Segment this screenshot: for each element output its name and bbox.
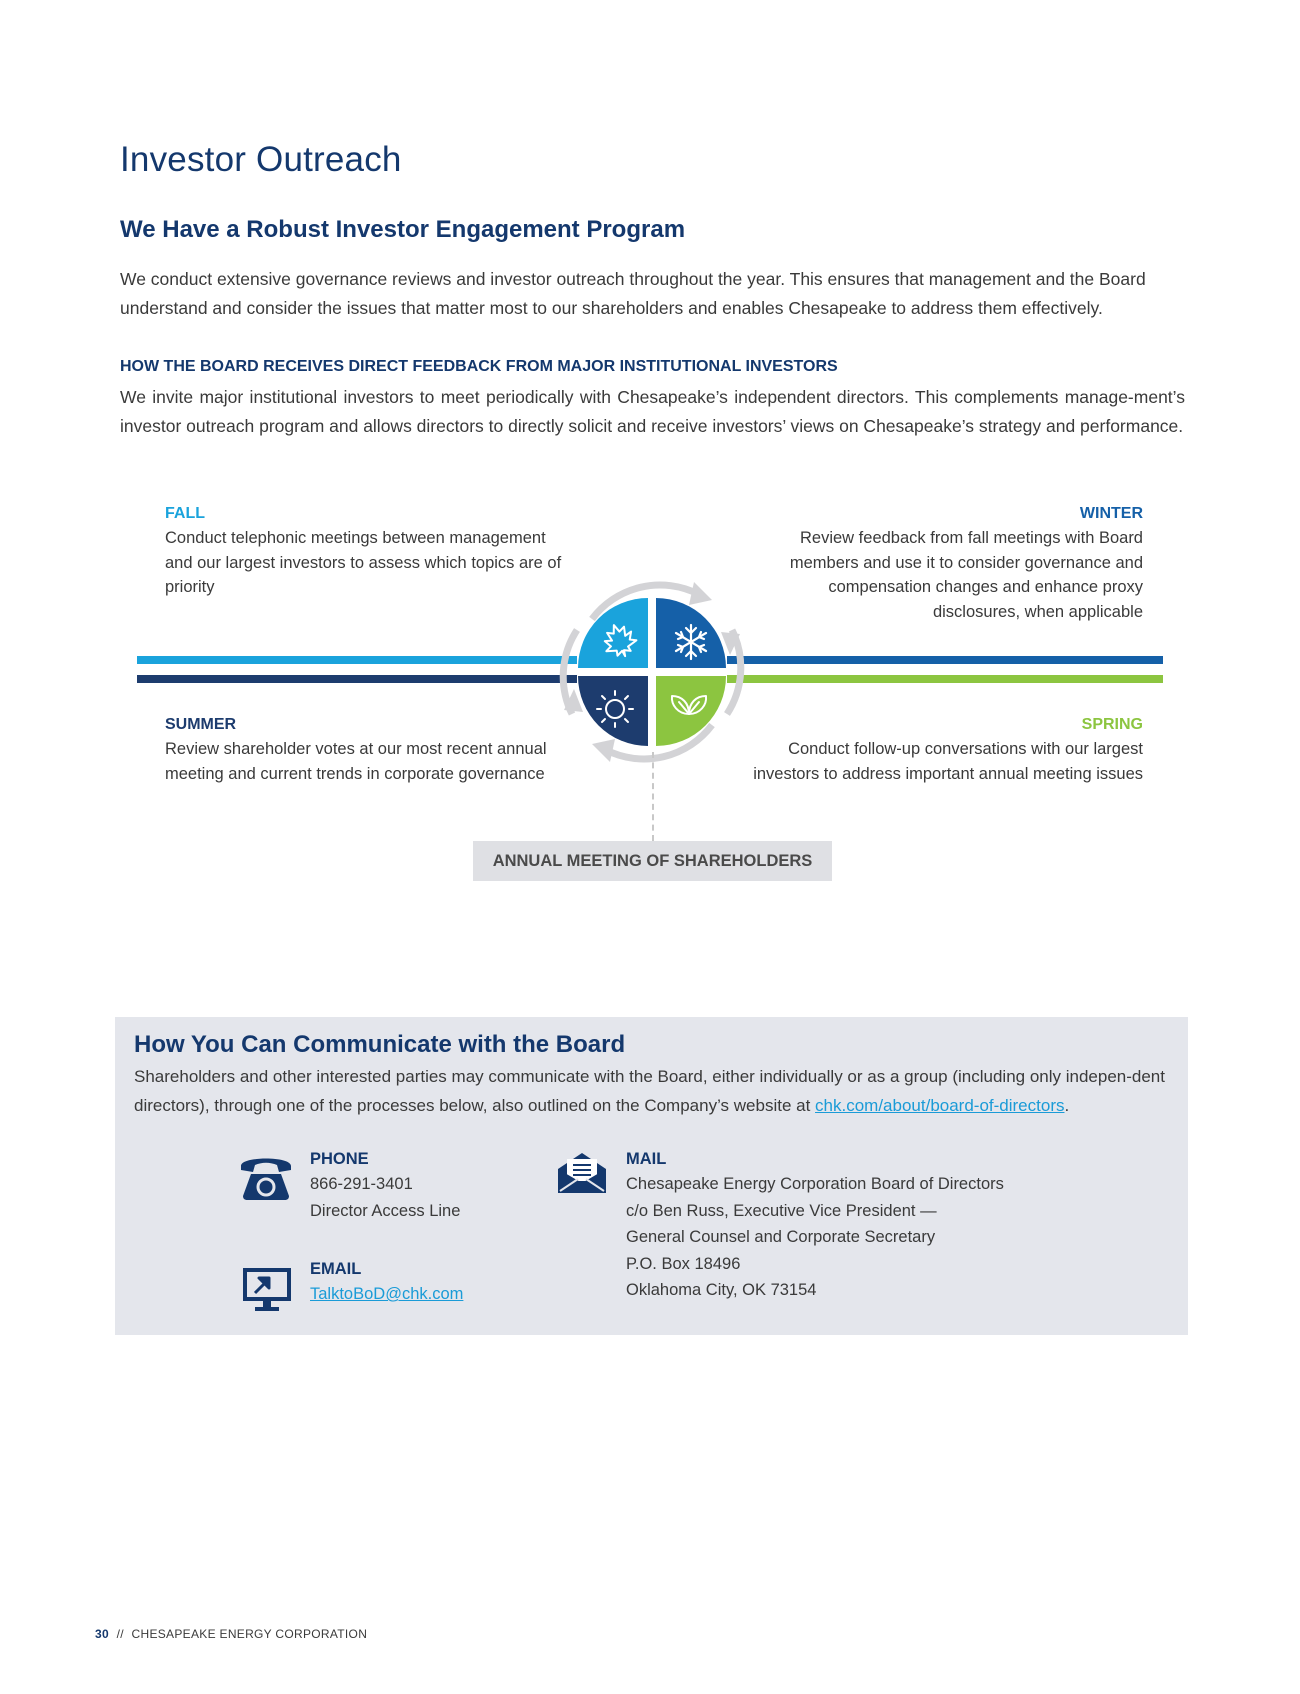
mail-label: MAIL	[626, 1150, 667, 1168]
fall-block	[165, 505, 565, 600]
annual-meeting-label: ANNUAL MEETING OF SHAREHOLDERS	[473, 841, 832, 881]
winter-block	[743, 505, 1143, 624]
phone-number[interactable]: 866-291-3401	[310, 1175, 413, 1193]
fall-text: Conduct telephonic meetings between management and our largest investors to assess which topics are of priority	[165, 529, 562, 596]
communicate-heading: How You Can Communicate with the Board	[134, 1031, 626, 1058]
season-cycle-graphic	[552, 572, 752, 772]
computer-monitor-icon	[241, 1266, 293, 1314]
winter-text: Review feedback from fall meetings with Board members and use it to consider governance and compensation changes and enhance proxy disclosures, when applicable	[789, 529, 1143, 621]
board-feedback-heading: HOW THE BOARD RECEIVES DIRECT FEEDBACK FROM MAJOR INSTITUTIONAL INVESTORS	[120, 358, 838, 375]
email-label: EMAIL	[310, 1260, 362, 1278]
phone-line: Director Access Line	[310, 1201, 461, 1220]
page-title: Investor Outreach	[120, 140, 402, 179]
fall-label: FALL	[165, 505, 205, 522]
winter-label: WINTER	[1079, 505, 1143, 522]
communicate-paragraph	[134, 1063, 1174, 1120]
footer-company: CHESAPEAKE ENERGY CORPORATION	[131, 1627, 368, 1641]
fall-bar	[137, 656, 577, 664]
footer-separator: //	[116, 1627, 124, 1641]
mail-line-5: Oklahoma City, OK 73154	[626, 1281, 817, 1299]
board-feedback-paragraph: We invite major institutional investors to meet periodically with Chesapeake’s independent directors. This complements manage-ment’s investor outreach program and allows directors to directly solicit and receive investors’ views on Chesapeake’s strategy and performance.	[120, 387, 1185, 436]
mail-block	[626, 1150, 1004, 1304]
spring-bar	[727, 675, 1163, 683]
page-footer	[95, 1627, 367, 1641]
page-number: 30	[95, 1627, 109, 1641]
board-website-link[interactable]: chk.com/about/board-of-directors	[815, 1095, 1065, 1115]
mail-line-2: c/o Ben Russ, Executive Vice President —	[626, 1201, 937, 1220]
summer-quadrant	[578, 676, 648, 746]
phone-block	[310, 1150, 460, 1224]
communicate-text: Shareholders and other interested parties may communicate with the Board, either individually or as a group (including only indepen-dent directors), through one of the processes below, also outlined on the Company’s website at	[134, 1067, 1165, 1115]
email-block	[310, 1260, 463, 1308]
annual-meeting-connector	[652, 752, 654, 841]
intro-paragraph: We conduct extensive governance reviews and investor outreach throughout the year. This ensures that management and the Board understand and consider the issues that matter most to our shareholders and enables Chesapeake to address them effectively.	[120, 269, 1146, 318]
spring-label: SPRING	[1081, 716, 1143, 733]
summer-bar	[137, 675, 577, 683]
spring-block	[743, 716, 1143, 786]
mail-line-3: General Counsel and Corporate Secretary	[626, 1228, 936, 1246]
phone-label: PHONE	[310, 1150, 369, 1168]
envelope-icon	[556, 1151, 608, 1195]
email-link[interactable]: TalktoBoD@chk.com	[310, 1285, 464, 1303]
summer-block	[165, 716, 565, 786]
communicate-text-end: .	[1064, 1095, 1070, 1115]
summer-text: Review shareholder votes at our most recent annual meeting and current trends in corporate governance	[165, 740, 547, 783]
summer-label: SUMMER	[165, 716, 237, 733]
winter-bar	[727, 656, 1163, 664]
mail-line-1: Chesapeake Energy Corporation Board of Directors	[626, 1175, 1004, 1193]
spring-text: Conduct follow-up conversations with our largest investors to address important annual meeting issues	[753, 740, 1143, 783]
mail-line-4: P.O. Box 18496	[626, 1254, 741, 1273]
phone-icon	[237, 1152, 295, 1202]
section-heading: We Have a Robust Investor Engagement Program	[120, 216, 686, 243]
